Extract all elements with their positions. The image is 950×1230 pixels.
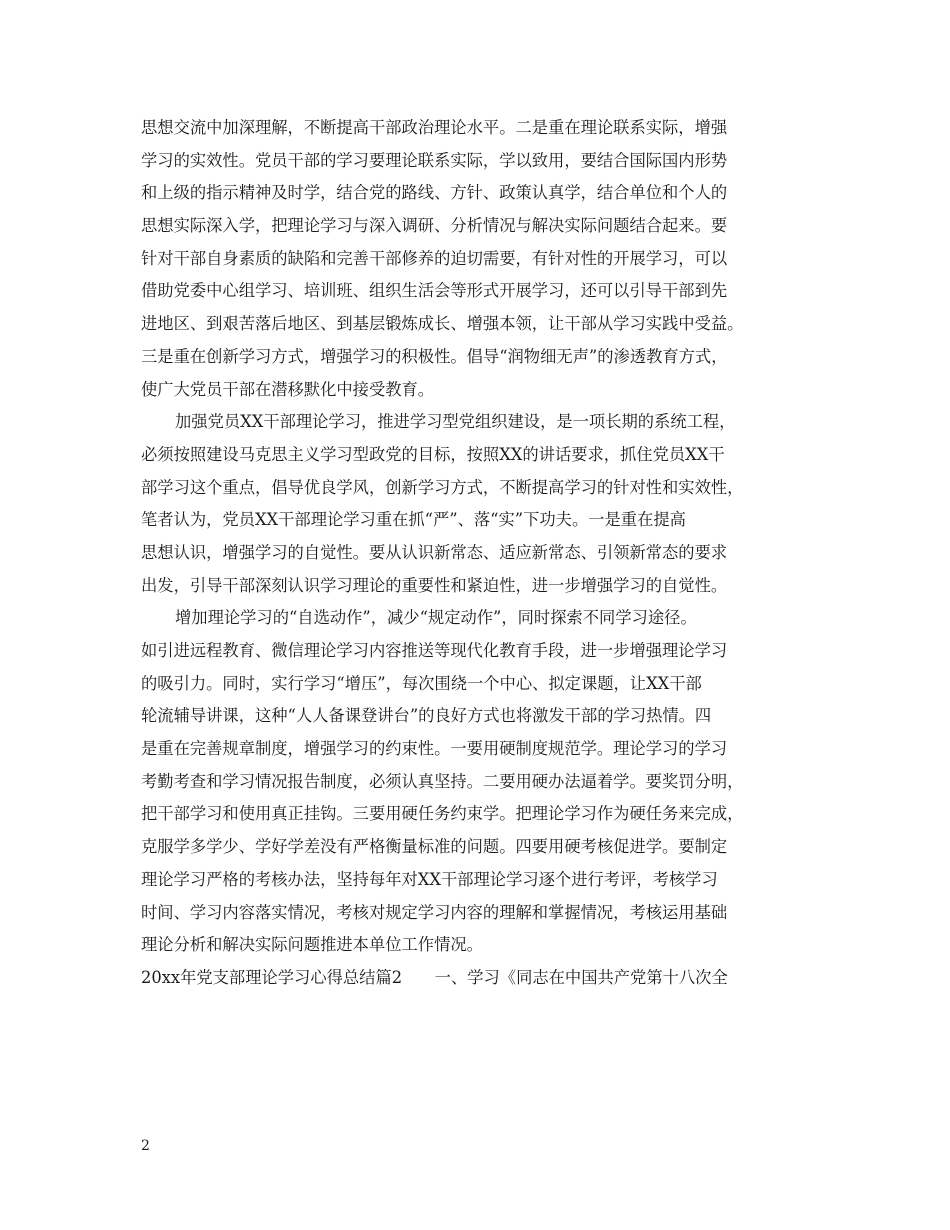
text-line: 进地区、到艰苦落后地区、到基层锻炼成长、增强本领，让干部从学习实践中受益。 [141,314,744,334]
text-line: 克服学多学少、学好学差没有严格衡量标准的问题。四要用硬考核促进学。要制定 [141,837,728,857]
text-line: 和上级的指示精神及时学，结合党的路线、方针、政策认真学，结合单位和个人的 [141,183,728,203]
paragraph-first-line: 加强党员XX干部理论学习，推进学习型党组织建设，是一项长期的系统工程， [175,412,736,432]
text-line: 把干部学习和使用真正挂钩。三要用硬任务约束学。把理论学习作为硬任务来完成， [141,804,744,824]
text-line: 时间、学习内容落实情况，考核对规定学习内容的理解和掌握情况，考核运用基础 [141,902,728,922]
text-line: 20xx年党支部理论学习心得总结篇2 一、学习《同志在中国共产党第十八次全 [141,967,728,987]
text-line: 考勤考查和学习情况报告制度，必须认真坚持。二要用硬办法逼着学。要奖罚分明， [141,771,744,791]
text-line: 思想认识，增强学习的自觉性。要从认识新常态、适应新常态、引领新常态的要求 [141,542,728,562]
text-line: 思想交流中加深理解，不断提高干部政治理论水平。二是重在理论联系实际，增强 [141,118,728,137]
text-line: 使广大党员干部在潜移默化中接受教育。 [141,379,435,399]
text-line: 借助党委中心组学习、培训班、组织生活会等形式开展学习，还可以引导干部到先 [141,281,728,301]
text-line: 学习的实效性。党员干部的学习要理论联系实际，学以致用，要结合国际国内形势 [141,150,728,170]
paragraph-first-line: 增加理论学习的“自选动作”，减少“规定动作”，同时探索不同学习途径。 [175,608,697,628]
body-text [141,112,831,995]
text-line: 必须按照建设马克思主义学习型政党的目标，按照XX的讲话要求，抓住党员XX干 [141,444,725,464]
text-line: 理论学习严格的考核办法，坚持每年对XX干部理论学习逐个进行考评，考核学习 [141,869,718,889]
text-line: 三是重在创新学习方式，增强学习的积极性。倡导“润物细无声”的渗透教育方式， [141,346,728,366]
text-line: 是重在完善规章制度，增强学习的约束性。一要用硬制度规范学。理论学习的学习 [141,739,728,759]
text-line: 部学习这个重点，倡导优良学风，创新学习方式，不断提高学习的针对性和实效性， [141,477,744,497]
text-line: 如引进远程教育、微信理论学习内容推送等现代化教育手段，进一步增强理论学习 [141,641,728,660]
text-line: 思想实际深入学，把理论学习与深入调研、分析情况与解决实际问题结合起来。要 [141,216,728,236]
text-line: 轮流辅导讲课，这种“人人备课登讲台”的良好方式也将激发干部的学习热情。四 [141,706,712,726]
text-line: 出发，引导干部深刻认识学习理论的重要性和紧迫性，进一步增强学习的自觉性。 [141,575,728,595]
text-line: 针对干部自身素质的缺陷和完善干部修养的迫切需要，有针对性的开展学习，可以 [141,248,728,268]
text-line: 的吸引力。同时，实行学习“增压”，每次围绕一个中心、拟定课题，让XX干部 [141,673,702,693]
text-line: 理论分析和解决实际问题推进本单位工作情况。 [141,935,483,955]
page-number: 2 [141,1138,150,1154]
text-line: 笔者认为，党员XX干部理论学习重在抓“严”、落“实”下功夫。一是重在提高 [141,510,686,530]
